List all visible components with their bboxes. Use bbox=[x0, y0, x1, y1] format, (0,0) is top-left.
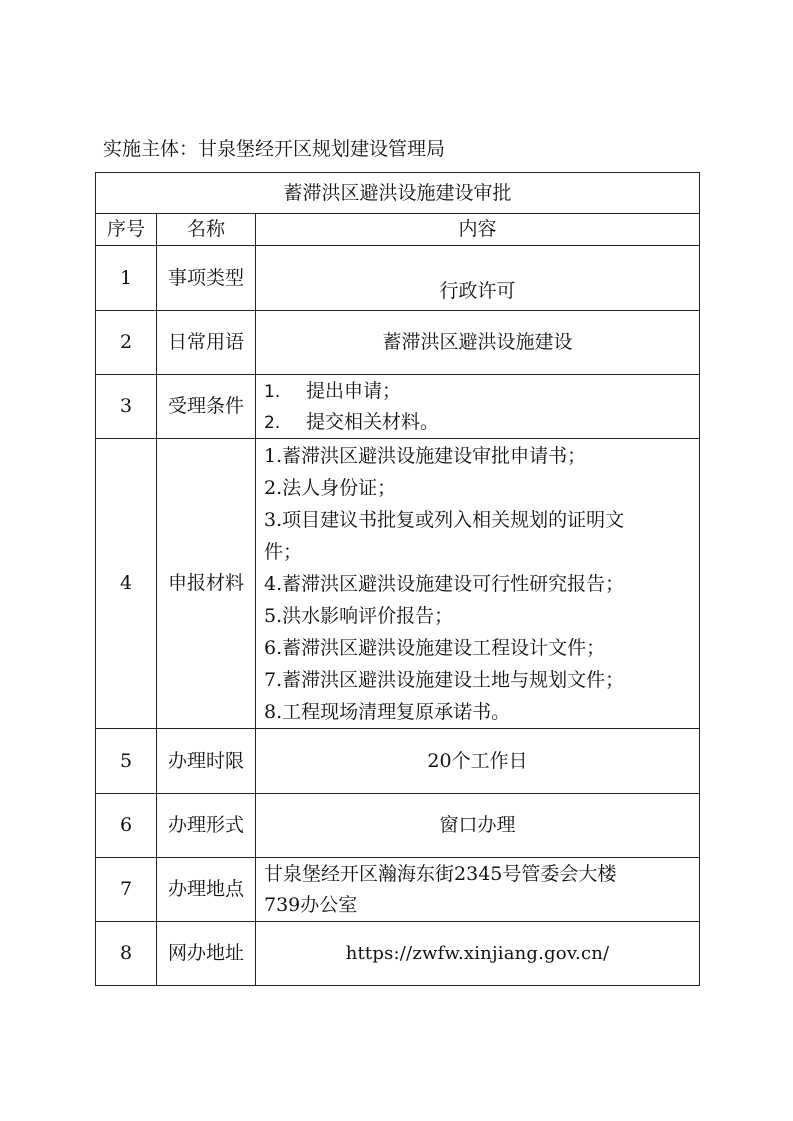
row-content: 窗口办理 bbox=[256, 794, 700, 858]
material-item-continuation bbox=[264, 536, 693, 568]
material-text: 项目建议书批复或列入相关规划的证明文 bbox=[282, 508, 625, 531]
material-item bbox=[264, 632, 693, 664]
material-text: 洪水影响评价报告； bbox=[282, 604, 454, 627]
table-title: 蓄滞洪区避洪设施建设审批 bbox=[96, 173, 700, 214]
row-index: 5 bbox=[96, 729, 157, 794]
row-content: 蓄滞洪区避洪设施建设 bbox=[256, 311, 700, 375]
material-item bbox=[264, 504, 693, 536]
row-name: 申报材料 bbox=[157, 439, 256, 729]
material-text: 件； bbox=[264, 540, 303, 563]
item-type-value: 行政许可 bbox=[439, 280, 516, 302]
row-index: 7 bbox=[96, 858, 157, 922]
address-street-number: 2345 bbox=[454, 862, 503, 885]
address-room-number: 739 bbox=[264, 893, 301, 916]
row-content bbox=[256, 729, 700, 794]
material-item bbox=[264, 568, 693, 600]
material-item bbox=[264, 600, 693, 632]
header-index: 序号 bbox=[96, 214, 157, 246]
row-content bbox=[256, 858, 700, 922]
material-number: 8. bbox=[264, 700, 283, 723]
material-item bbox=[264, 440, 693, 472]
condition-item bbox=[264, 407, 693, 438]
table-row bbox=[96, 858, 700, 922]
row-index: 1 bbox=[96, 246, 157, 311]
time-limit-number: 20 bbox=[427, 749, 452, 772]
material-item bbox=[264, 696, 693, 728]
material-number: 6. bbox=[264, 636, 283, 659]
material-item bbox=[264, 664, 693, 696]
table-row bbox=[96, 311, 700, 375]
row-name: 办理形式 bbox=[157, 794, 256, 858]
row-index: 3 bbox=[96, 375, 157, 439]
row-name: 事项类型 bbox=[157, 246, 256, 311]
table-title-row bbox=[96, 173, 700, 214]
row-content bbox=[256, 375, 700, 439]
material-number: 1. bbox=[264, 444, 283, 467]
row-index: 2 bbox=[96, 311, 157, 375]
material-item bbox=[264, 472, 693, 504]
row-index: 8 bbox=[96, 922, 157, 986]
address-part: 办公室 bbox=[300, 893, 358, 916]
condition-text: 提交相关材料。 bbox=[306, 410, 440, 433]
time-limit-unit: 个工作日 bbox=[451, 749, 528, 772]
table-row bbox=[96, 922, 700, 986]
table-row bbox=[96, 439, 700, 729]
table-row bbox=[96, 375, 700, 439]
header-content: 内容 bbox=[256, 214, 700, 246]
row-name: 办理地点 bbox=[157, 858, 256, 922]
row-content bbox=[256, 246, 700, 311]
row-name: 办理时限 bbox=[157, 729, 256, 794]
address-part: 甘泉堡经开区瀚海东街 bbox=[264, 862, 455, 885]
condition-text: 提出申请； bbox=[306, 379, 402, 402]
table-row bbox=[96, 794, 700, 858]
header-name: 名称 bbox=[157, 214, 256, 246]
condition-number: 1. bbox=[264, 381, 281, 402]
material-text: 法人身份证； bbox=[282, 476, 397, 499]
row-name: 受理条件 bbox=[157, 375, 256, 439]
row-index: 6 bbox=[96, 794, 157, 858]
condition-item bbox=[264, 376, 693, 407]
material-text: 蓄滞洪区避洪设施建设审批申请书； bbox=[282, 444, 587, 467]
material-number: 7. bbox=[264, 668, 283, 691]
material-text: 蓄滞洪区避洪设施建设工程设计文件； bbox=[282, 636, 606, 659]
row-name: 日常用语 bbox=[157, 311, 256, 375]
material-number: 3. bbox=[264, 508, 283, 531]
material-number: 4. bbox=[264, 572, 283, 595]
online-service-url: https://zwfw.xinjiang.gov.cn/ bbox=[345, 943, 610, 964]
material-text: 蓄滞洪区避洪设施建设土地与规划文件； bbox=[282, 668, 625, 691]
row-index: 4 bbox=[96, 439, 157, 729]
row-content bbox=[256, 439, 700, 729]
material-number: 5. bbox=[264, 604, 283, 627]
row-name: 网办地址 bbox=[157, 922, 256, 986]
material-number: 2. bbox=[264, 476, 283, 499]
table-row bbox=[96, 729, 700, 794]
row-content bbox=[256, 922, 700, 986]
service-item-table bbox=[95, 172, 700, 986]
material-text: 蓄滞洪区避洪设施建设可行性研究报告； bbox=[282, 572, 625, 595]
table-header-row bbox=[96, 214, 700, 246]
table-row bbox=[96, 246, 700, 311]
address-part: 号管委会大楼 bbox=[502, 862, 617, 885]
implementing-body-line: 实施主体：甘泉堡经开区规划建设管理局 bbox=[103, 138, 446, 160]
material-text: 工程现场清理复原承诺书。 bbox=[282, 700, 511, 723]
condition-number: 2. bbox=[264, 412, 281, 433]
